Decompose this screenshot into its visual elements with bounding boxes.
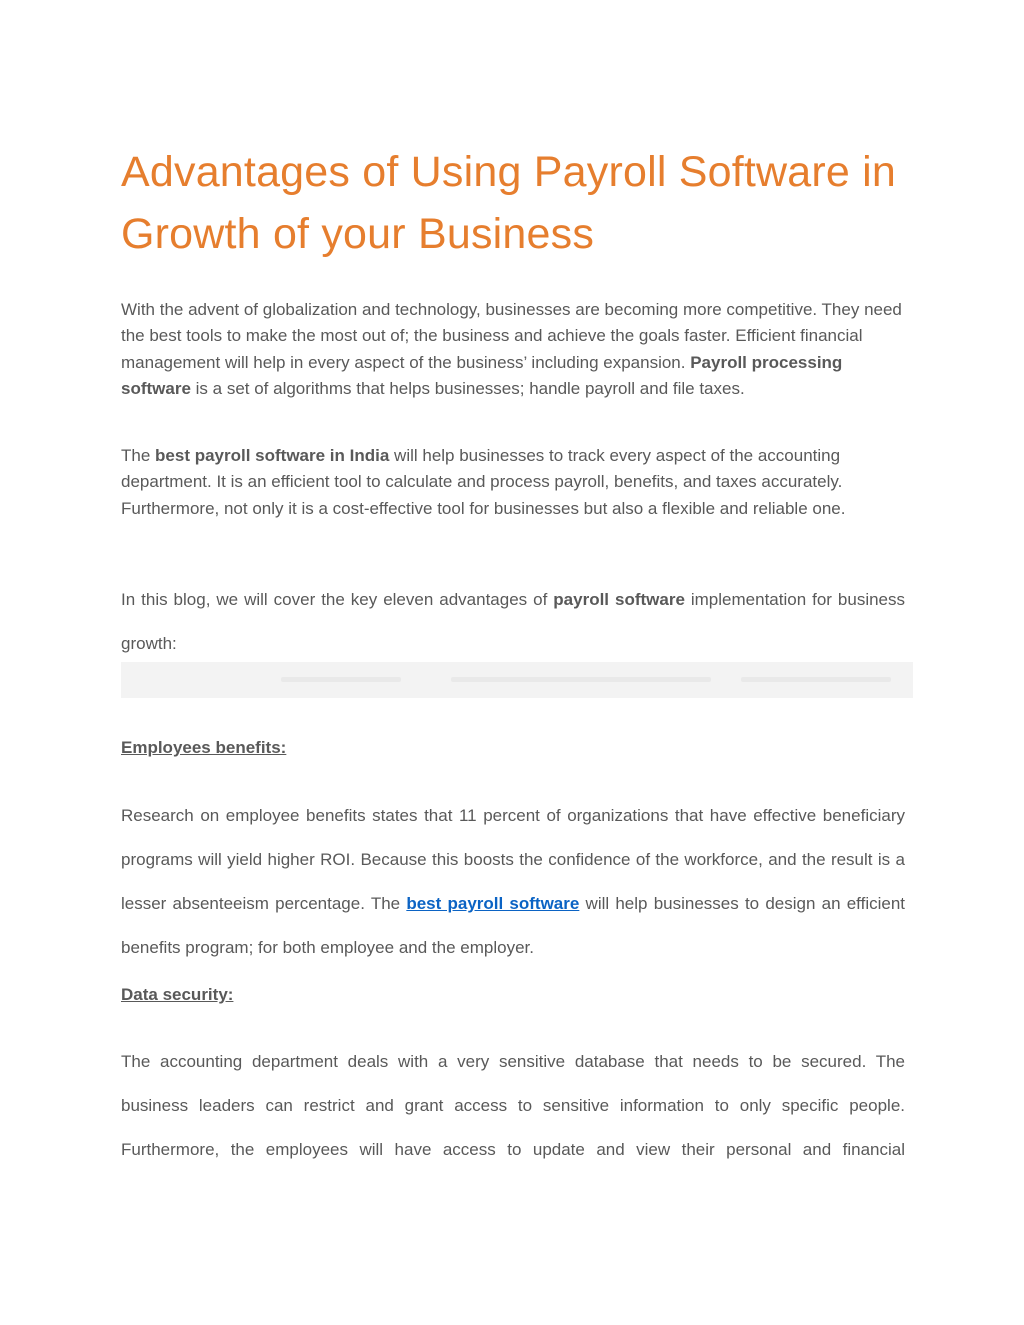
best-payroll-software-link[interactable]: best payroll software	[406, 894, 580, 913]
section-paragraph-employees-benefits	[121, 794, 905, 970]
intro-p3-pre: In this blog, we will cover the key eleven advantages of	[121, 590, 554, 609]
intro-p1-tail: is a set of algorithms that helps businesses; handle payroll and file taxes.	[190, 378, 745, 398]
intro-p1-bold: Payroll processing software	[121, 352, 843, 398]
intro-p2-bold: best payroll software in India	[155, 446, 390, 465]
intro-paragraph-3	[121, 578, 905, 666]
banner-stroke	[451, 677, 711, 682]
section-1-text-tail: will help businesses to design an efficient benefits program; for both employee and the employer.	[121, 894, 906, 957]
intro-p2-tail: will help businesses to track every aspect of the accounting department. It is an efficient tool to calculate and process payroll, benefits, and taxes accurately. Furthermore, not only it is a cost-effective tool for businesses but also a flexible and reliable one.	[121, 446, 846, 518]
faded-banner-image	[121, 662, 913, 698]
section-heading-employees-benefits: Employees benefits:	[121, 738, 287, 757]
section-paragraph-data-security: The accounting department deals with a very sensitive database that needs to be secured. The business leaders can restrict and grant access to sensitive information to only specific people. Furthermore, the employees will have access to update and view their personal and financial	[121, 1052, 905, 1159]
intro-p1-text: With the advent of globalization and technology, businesses are becoming more competitive. They need the best tools to make the most out of; the business and achieve the goals faster. Efficient financial management will help in every aspect of the business’ including expansion.	[121, 300, 902, 372]
banner-stroke	[741, 677, 891, 682]
section-1-text-pre: Research on employee benefits states that 11 percent of organizations that have effective beneficiary programs will yield higher ROI. Because this boosts the confidence of the workforce, and the result is a lesser absenteeism percentage. The	[121, 806, 905, 913]
intro-p3-tail: implementation for business growth:	[121, 590, 906, 653]
intro-p2-pre: The	[121, 446, 156, 465]
intro-paragraph-2	[121, 443, 905, 522]
page-title: Advantages of Using Payroll Software in Growth of your Business	[121, 148, 897, 258]
intro-paragraph-1	[121, 297, 905, 402]
intro-p3-bold: payroll software	[553, 590, 685, 609]
section-heading-data-security: Data security:	[121, 985, 234, 1004]
banner-stroke	[281, 677, 401, 682]
